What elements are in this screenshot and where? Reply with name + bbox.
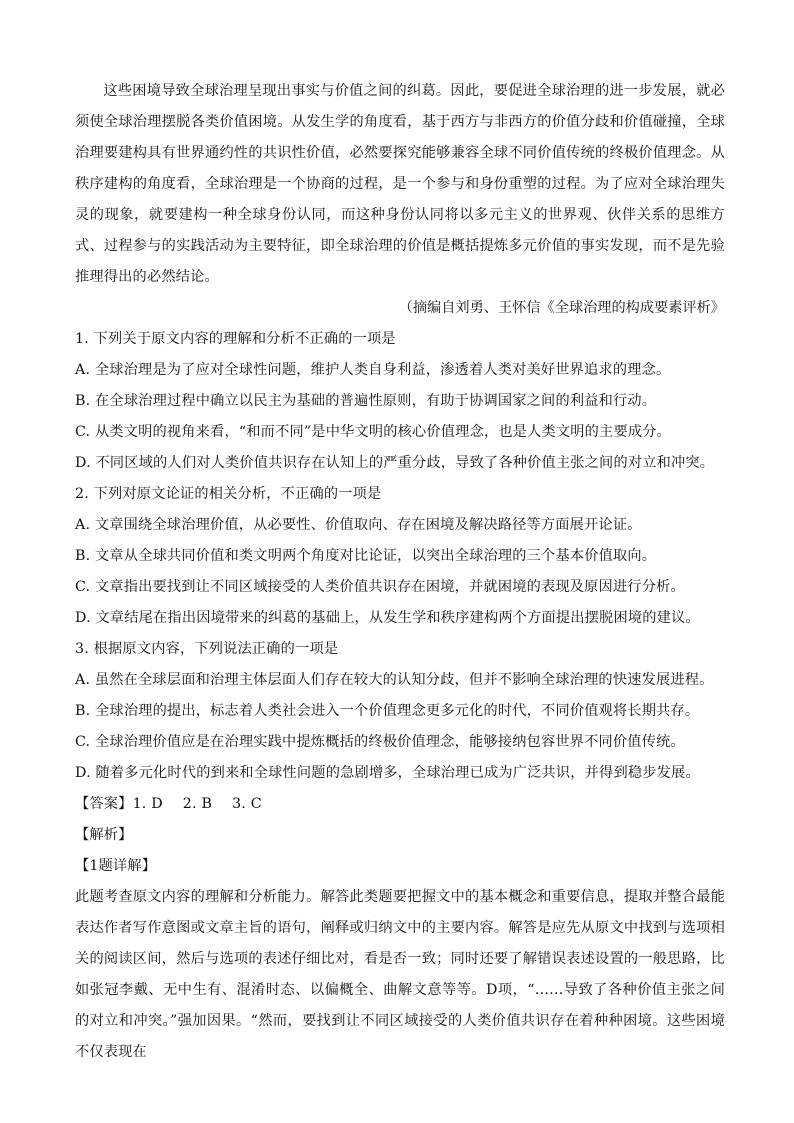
analysis-label: 【解析】 [75, 827, 133, 843]
option-a: A. 文章围绕全球治理价值，从必要性、价值取向、存在困境及解决路径等方面展开论证。 [75, 517, 642, 533]
intro-paragraph: 这些困境导致全球治理呈现出事实与价值之间的纠葛。因此，要促进全球治理的进一步发展，就必须使全球治理摆脱各类价值困境。从发生学的角度看，基于西方与非西方的价值分歧和价值碰撞，全球治理要建构具有世界通约性的共识性价值，必然要探究能够兼容全球不同价值传统的终极价值理念。从秩序建构的角度看，全球治理是一个协商的过程，是一个参与和身份重塑的过程。为了应对全球治理失灵的现象，就要建构一种全球身份认同，而这种身份认同将以多元主义的世界观、伙伴关系的思维方式、过程参与的实践活动为主要特征，即全球治理的价值是概括提炼多元价值的事实发现，而不是先验推理得出的必然结论。 [75, 83, 725, 285]
detail-label: 【1题详解】 [75, 858, 157, 874]
document-page [75, 76, 725, 1068]
answer-line [75, 789, 725, 820]
answer-label: 【答案】 [75, 796, 133, 812]
question-stem: 1. 下列关于原文内容的理解和分析不正确的一项是 [75, 331, 396, 347]
option-b: B. 在全球治理过程中确立以民主为基础的普遍性原则，有助于协调国家之间的利益和行动。 [75, 393, 657, 409]
source-citation: （摘编自刘勇、王怀信《全球治理的构成要素评析》 [398, 300, 725, 316]
option-c: C. 从类文明的视角来看，“和而不同”是中华文明的核心价值理念，也是人类文明的主要成分。 [75, 424, 671, 440]
question-stem: 3. 根据原文内容，下列说法正确的一项是 [75, 641, 339, 657]
option-c: C. 全球治理价值应是在治理实践中提炼概括的终极价值理念，能够接纳包容世界不同价值传统。 [75, 734, 685, 750]
question-3 [75, 634, 725, 789]
answer-item: 1. D [132, 796, 163, 812]
option-d: D. 不同区域的人们对人类价值共识存在认知上的严重分歧，导致了各种价值主张之间的对立和冲突。 [75, 455, 715, 471]
option-d: D. 文章结尾在指出因境带来的纠葛的基础上，从发生学和秩序建构两个方面提出摆脱困境的建议。 [75, 610, 700, 626]
option-b: B. 文章从全球共同价值和类文明两个角度对比论证，以突出全球治理的三个基本价值取向。 [75, 548, 657, 564]
option-d: D. 随着多元化时代的到来和全球性问题的急剧增多，全球治理已成为广泛共识，并得到稳步发展。 [75, 765, 700, 781]
question-2 [75, 479, 725, 634]
option-b: B. 全球治理的提出，标志着人类社会进入一个价值理念更多元化的时代，不同价值观将长期共存。 [75, 703, 700, 719]
option-c: C. 文章指出要找到让不同区域接受的人类价值共识存在困境，并就困境的表现及原因进行分析。 [75, 579, 685, 595]
option-a: A. 全球治理是为了应对全球性问题，维护人类自身利益，渗透着人类对美好世界追求的理念。 [75, 362, 671, 378]
answer-item: 2. B [182, 796, 213, 812]
question-1 [75, 324, 725, 479]
detail-paragraph: 此题考查原文内容的理解和分析能力。解答此类题要把握文中的基本概念和重要信息，提取并整合最能表达作者写作意图或文章主旨的语句，阐释或归纳文中的主要内容。解答是应先从原文中找到与选项相关的阅读区间，然后与选项的表述仔细比对，看是否一致；同时还要了解错误表述设置的一般思路，比如张冠李戴、无中生有、混淆时态、以偏概全、曲解文意等等。D项，“……导致了各种价值主张之间的对立和冲突。”强加因果。“然而，要找到让不同区域接受的人类价值共识存在着种种困境。这些困境不仅表现在 [75, 889, 725, 1060]
question-stem: 2. 下列对原文论证的相关分析，不正确的一项是 [75, 486, 382, 502]
option-a: A. 虽然在全球层面和治理主体层面人们存在较大的认知分歧，但并不影响全球治理的快速发展进程。 [75, 672, 714, 688]
answer-item: 3. C [232, 796, 262, 812]
